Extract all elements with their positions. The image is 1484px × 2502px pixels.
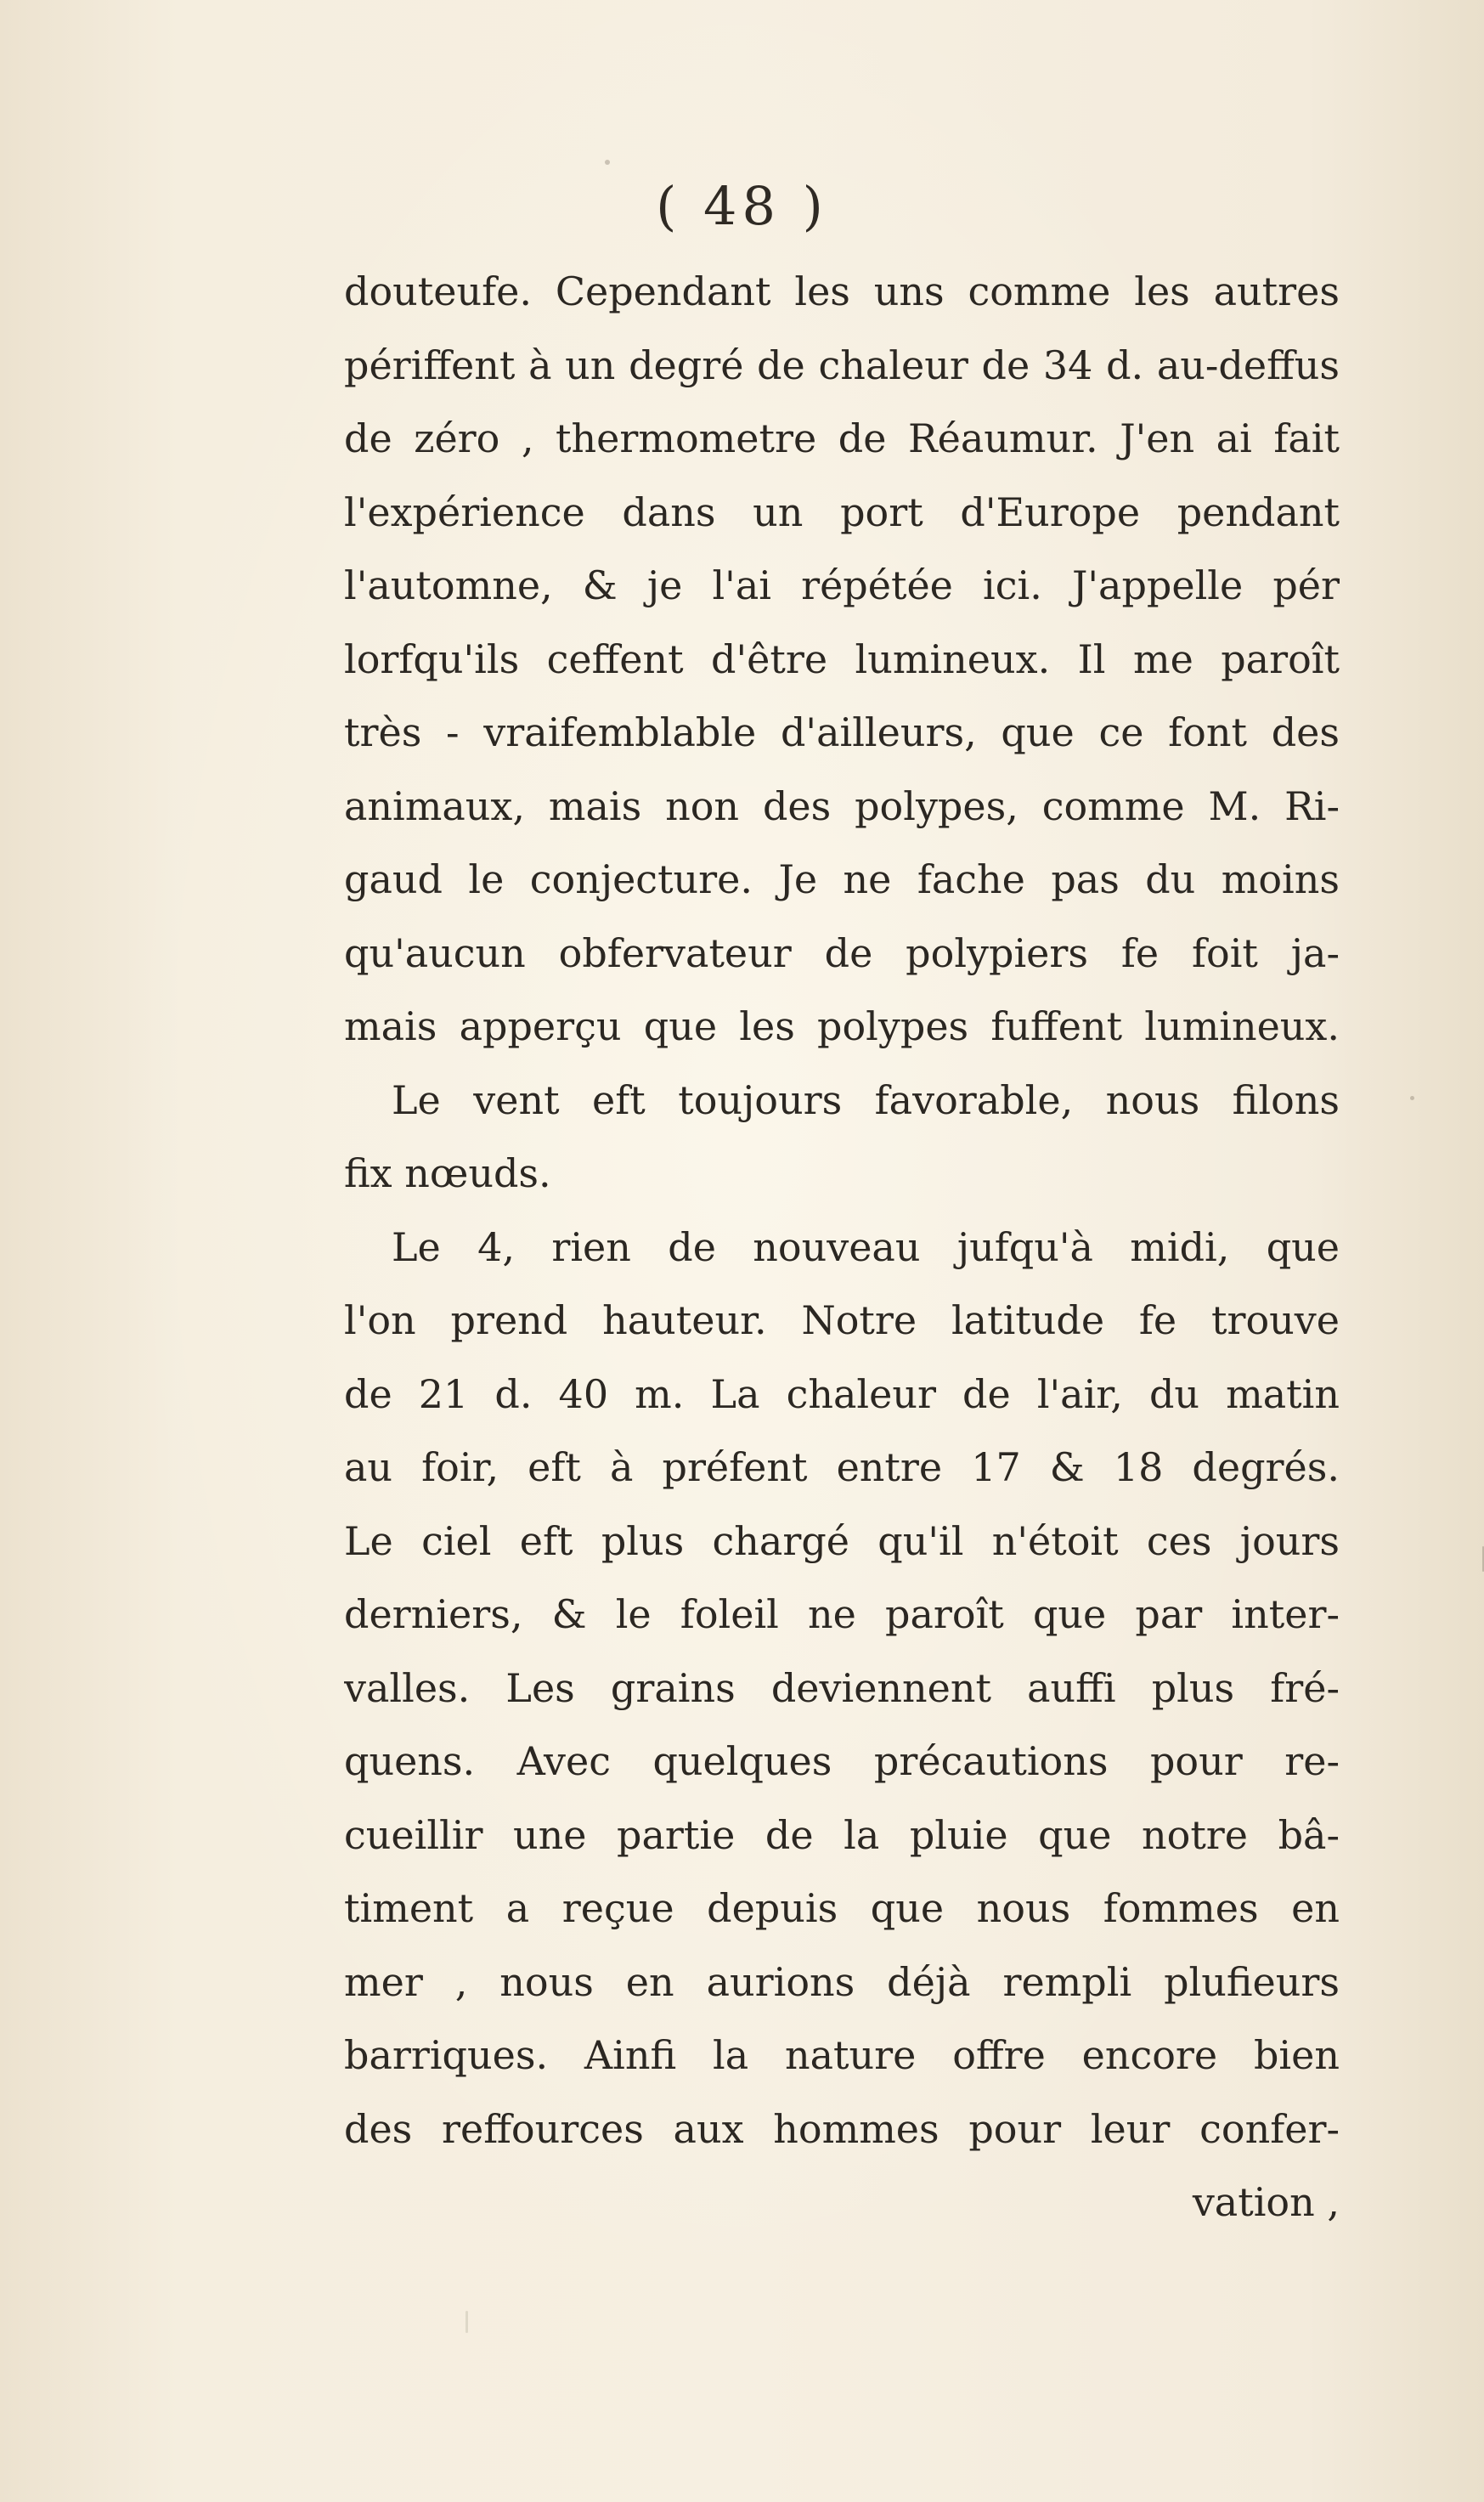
body-text <box>344 255 1340 2239</box>
text-line: très - vraifemblable d'ailleurs, que ce font des <box>344 709 1340 755</box>
text-line: qu'aucun obfervateur de polypiers fe foit ja- <box>344 929 1340 976</box>
text-line: cueillir une partie de la pluie que notre bâ- <box>344 1811 1340 1858</box>
paper-speck <box>1410 1096 1414 1100</box>
text-line: fix nœuds. <box>344 1150 551 1196</box>
text-line: de zéro , thermometre de Réaumur. J'en ai fait <box>344 415 1340 461</box>
text-line: animaux, mais non des polypes, comme M. Ri- <box>344 782 1340 829</box>
text-line: l'on prend hauteur. Notre latitude fe trouve <box>344 1297 1340 1343</box>
text-line: quens. Avec quelques précautions pour re- <box>344 1738 1340 1784</box>
text-line: lorfqu'ils ceffent d'être lumineux. Il me paroît <box>344 635 1340 682</box>
text-line: gaud le conjecture. Je ne fache pas du moins <box>344 856 1340 902</box>
text-line: barriques. Ainfi la nature offre encore bien <box>344 2032 1340 2078</box>
text-line: l'expérience dans un port d'Europe pendant <box>344 489 1340 535</box>
text-line: douteufe. Cependant les uns comme les autres <box>344 268 1340 314</box>
text-line: derniers, & le foleil ne paroît que par inter- <box>344 1591 1340 1637</box>
text-line: Le vent eft toujours favorable, nous filons <box>392 1076 1340 1123</box>
text-line: des reffources aux hommes pour leur confer- <box>344 2105 1340 2152</box>
text-line: timent a reçue depuis que nous fommes en <box>344 1885 1340 1931</box>
text-line: mais apperçu que les polypes fuffent lumineux. <box>344 1003 1340 1049</box>
text-line: au foir, eft à préfent entre 17 & 18 degrés. <box>344 1444 1340 1490</box>
text-line: mer , nous en aurions déjà rempli plufieurs <box>344 1958 1340 2005</box>
paper-speck <box>605 160 610 165</box>
text-line: périffent à un degré de chaleur de 34 d. au-deffus <box>344 342 1340 388</box>
text-line: Le ciel eft plus chargé qu'il n'étoit ces jours <box>344 1517 1340 1564</box>
catchword: vation , <box>1192 2179 1340 2225</box>
text-line: valles. Les grains deviennent auffi plus fré- <box>344 1664 1340 1711</box>
text-line: Le 4, rien de nouveau jufqu'à midi, que <box>392 1223 1340 1270</box>
text-line: de 21 d. 40 m. La chaleur de l'air, du matin <box>344 1370 1340 1417</box>
text-line: l'automne, & je l'ai répétée ici. J'appelle pér <box>344 562 1340 608</box>
paper-speck <box>466 2311 468 2333</box>
page-number: ( 48 ) <box>656 175 828 237</box>
